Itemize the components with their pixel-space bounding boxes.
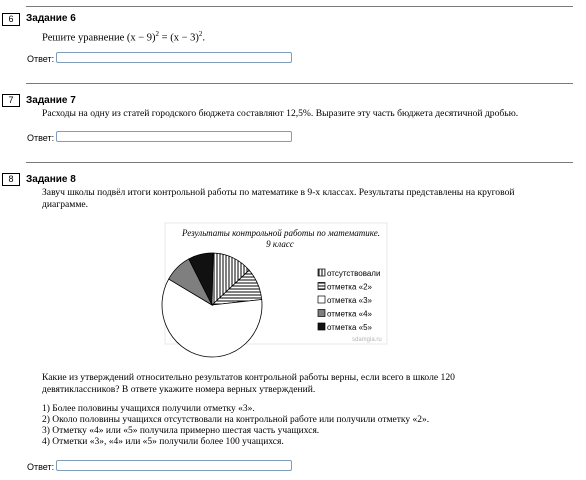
legend-swatch-2 xyxy=(318,283,325,290)
answer-input-8[interactable] xyxy=(56,460,292,471)
legend-swatch-4 xyxy=(318,310,325,317)
task-title-7: Задание 7 xyxy=(26,95,76,106)
chart-subtitle: 9 класс xyxy=(266,239,294,249)
exponent: 2 xyxy=(155,30,160,38)
task-title-6: Задание 6 xyxy=(26,13,76,24)
task-number-8: 8 xyxy=(2,173,20,186)
question-line2: девятиклассников? В ответе укажите номера верных утверждений. xyxy=(42,384,316,395)
legend-swatch-3 xyxy=(318,296,325,303)
statement-4: 4) Отметки «3», «4» или «5» получили более 100 учащихся. xyxy=(42,437,284,447)
legend-label-5: отметка «5» xyxy=(327,323,372,332)
task-title-8: Задание 8 xyxy=(26,174,76,185)
watermark: sdamgia.ru xyxy=(352,337,382,343)
answer-label-6: Ответ: xyxy=(27,54,55,64)
legend-label-2: отметка «2» xyxy=(327,282,372,292)
task-number-6: 6 xyxy=(2,13,20,26)
task-text-8-line2: диаграмме. xyxy=(42,199,89,210)
answer-label-7: Ответ: xyxy=(27,133,55,143)
exponent: 2 xyxy=(198,30,203,38)
task-number-7: 7 xyxy=(2,94,20,107)
legend-label-3: отметка «3» xyxy=(327,296,372,305)
task-text-8-line1: Завуч школы подвёл итоги контрольной работы по математике в 9-х классах. Результаты представлены на круговой xyxy=(42,187,515,198)
equation-left: Решите уравнение (x − 9) xyxy=(42,32,156,44)
legend-swatch-1 xyxy=(318,269,325,276)
legend-label-4: отметка «4» xyxy=(327,309,372,319)
answer-label-8: Ответ: xyxy=(27,462,55,472)
legend-swatch-5 xyxy=(318,323,325,330)
equation-right: = (x − 3) xyxy=(159,32,199,44)
statement-2: 2) Около половины учащихся отсутствовали на контрольной работе или получили отметку «2». xyxy=(42,415,430,425)
equation-end: . xyxy=(202,32,205,44)
task-text-7: Расходы на одну из статей городского бюджета составляют 12,5%. Выразите эту часть бюджета десятичной дробью. xyxy=(42,108,519,119)
statement-1: 1) Более половины учащихся получили отметку «3». xyxy=(42,404,255,414)
statements-list xyxy=(42,404,429,448)
legend-label-1: отсутствовали xyxy=(327,269,381,278)
question-line1: Какие из утверждений относительно результатов контрольной работы верны, если всего в школе 120 xyxy=(42,372,455,383)
chart-title: Результаты контрольной работы по математике. xyxy=(182,228,380,238)
statement-3: 3) Отметку «4» или «5» получила примерно шестая часть учащихся. xyxy=(42,426,320,436)
question-text-8 xyxy=(42,372,562,396)
